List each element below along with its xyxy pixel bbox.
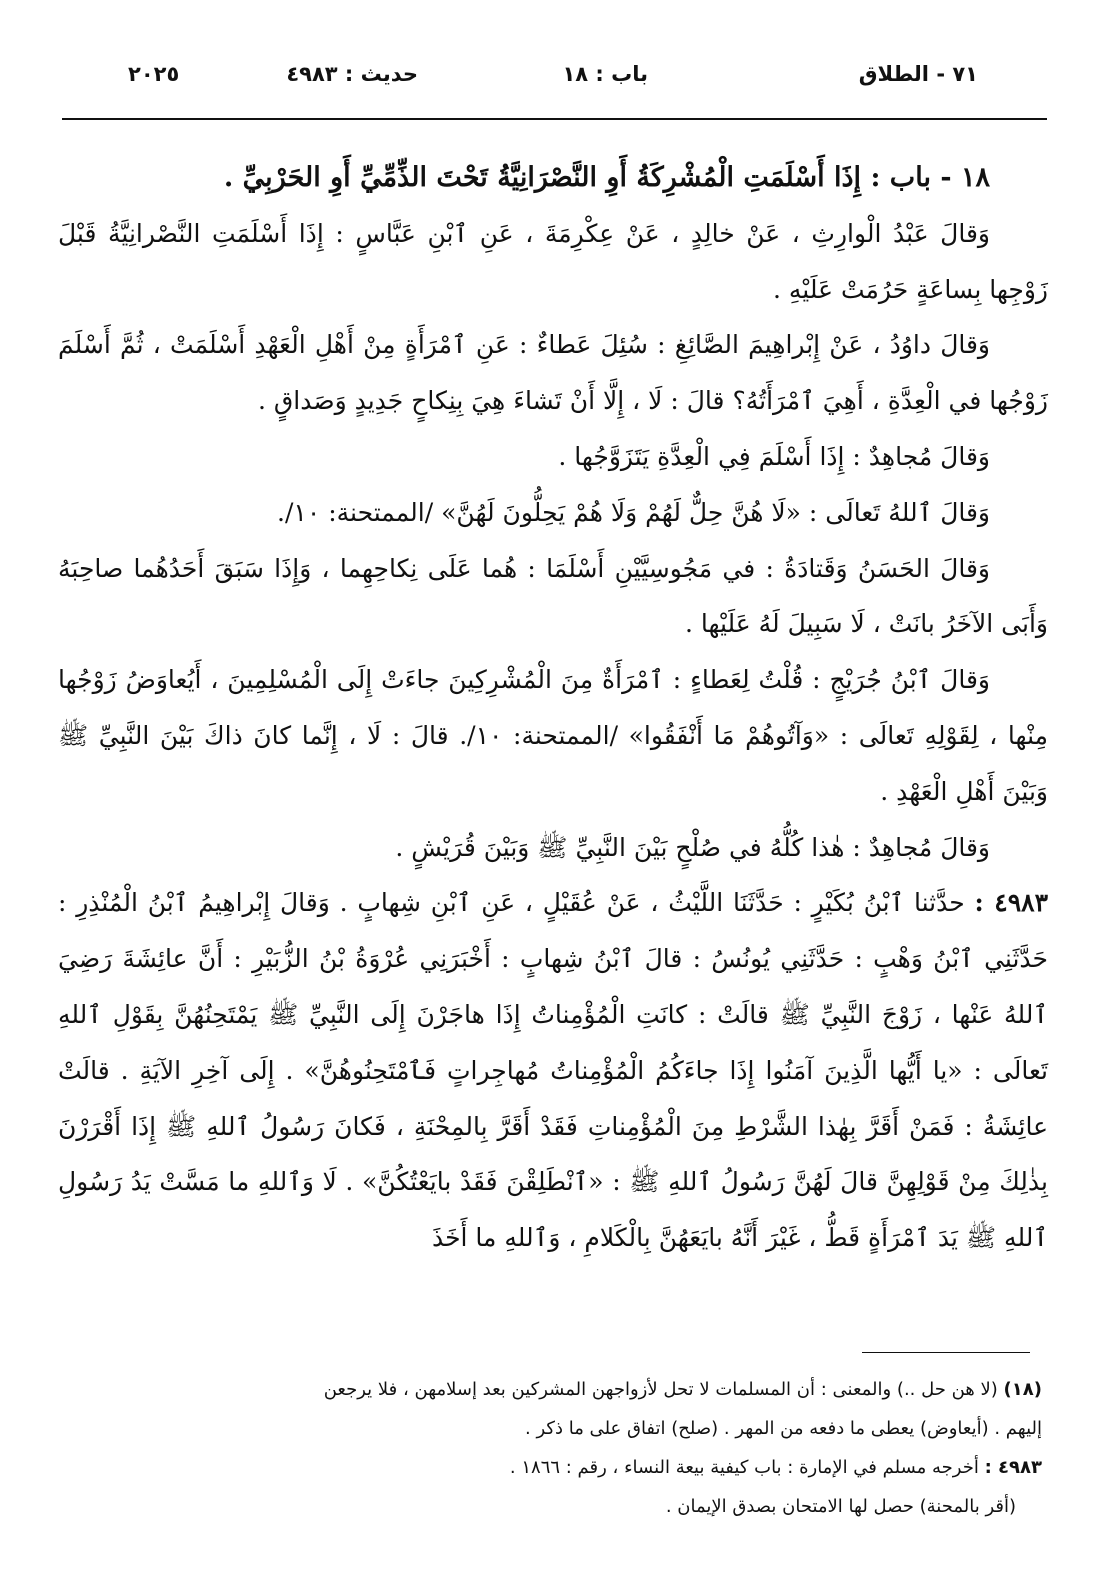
footnote-divider bbox=[862, 1352, 1030, 1353]
running-header bbox=[128, 62, 978, 102]
paragraph: وَقالَ داوُدُ ، عَنْ إِبْراهِيمَ الصَّائِغِ : سُئِلَ عَطاءٌ : عَنِ ٱمْرَأَةٍ مِنْ أَهْلِ الْعَهْدِ أَسْلَمَتْ ، ثُمَّ أَسْلَمَ زَوْجُها في الْعِدَّةِ ، أَهِيَ ٱمْرَأَتُهُ؟ قالَ : لَا ، إِلَّا أَنْ تَشاءَ هِيَ بِنِكاحٍ جَدِيدٍ وَصَداقٍ . bbox=[58, 330, 1048, 416]
chapter-title: ٧١ - الطلاق bbox=[858, 62, 978, 86]
page-number: ٢٠٢٥ bbox=[128, 62, 180, 86]
header-divider bbox=[62, 118, 1047, 120]
footnote-text: (لا هن حل ..) والمعنى : أن المسلمات لا تحل لأزواجهن المشركين بعد إسلامهن ، فلا يرجعن bbox=[323, 1379, 998, 1400]
footnote bbox=[62, 1370, 1042, 1409]
paragraph: وَقالَ مُجاهِدٌ : إِذَا أَسْلَمَ فِي الْعِدَّةِ يَتَزَوَّجُها . bbox=[558, 441, 990, 471]
hadith-paragraph bbox=[58, 875, 1048, 1266]
hadith-text: حدَّثنا ٱبْنُ بُكَيْرٍ : حَدَّثَنَا اللَّيْثُ ، عَنْ عُقَيْلٍ ، عَنِ ٱبْنِ شِهابٍ . وَقالَ إِبْراهِيمُ ٱبْنُ الْمُنْذِرِ : حَدَّثَنِي ٱبْنُ وَهْبٍ : حَدَّثَنِي يُونُسُ : قالَ ٱبْنُ شِهابٍ : أَخْبَرَنِي عُرْوَةُ بْنُ الزُّبَيْرِ : أَنَّ عائِشَةَ رَضِيَ ٱللهُ عَنْها ، زَوْجَ النَّبِيِّ ﷺ قالَتْ : كانَتِ الْمُؤْمِناتُ إِذَا هاجَرْنَ إِلَى النَّبِيِّ ﷺ يَمْتَحِنُهُنَّ بِقَوْلِ ٱللهِ تَعالَى : «يا أَيُّها الَّذِينَ آمَنُوا إِذَا جاءَكُمُ الْمُؤْمِناتُ مُهاجِراتٍ فَٱمْتَحِنُوهُنَّ» . إِلَى آخِرِ الآيَةِ . قالَتْ عائِشَةُ : فَمَنْ أَقَرَّ بِهٰذا الشَّرْطِ مِنَ الْمُؤْمِناتِ فَقَدْ أَقَرَّ بِالمِحْنَةِ ، فَكانَ رَسُولُ ٱللهِ ﷺ إِذَا أَقْرَرْنَ بِذٰلِكَ مِنْ قَوْلِهِنَّ قالَ لَهُنَّ رَسُولُ ٱللهِ ﷺ : «ٱنْطَلِقْنَ فَقَدْ بايَعْتُكُنَّ» . لَا وَٱللهِ ما مَسَّتْ يَدُ رَسُولِ ٱللهِ ﷺ يَدَ ٱمْرَأَةٍ قَطُّ ، غَيْرَ أَنَّهُ بايَعَهُنَّ بِالْكَلامِ ، وَٱللهِ ما أَخَذَ bbox=[58, 888, 1048, 1253]
footnote-subnote: (أقر بالمحنة) حصل لها الامتحان بصدق الإيمان . bbox=[665, 1496, 1016, 1517]
paragraph: وَقالَ ٱبْنُ جُرَيْجٍ : قُلْتُ لِعَطاءٍ : ٱمْرَأَةٌ مِنَ الْمُشْرِكِينَ جاءَتْ إِلَى الْمُسْلِمِينَ ، أَيُعاوَضُ زَوْجُها مِنْها ، لِقَوْلِهِ تَعالَى : «وَآتُوهُمْ مَا أَنْفَقُوا» /الممتحنة: ١٠/. قالَ : لَا ، إِنَّما كانَ ذاكَ بَيْنَ النَّبِيِّ ﷺ وَبَيْنَ أَهْلِ الْعَهْدِ . bbox=[58, 665, 1048, 806]
paragraph: وَقالَ ٱللهُ تَعالَى : «لَا هُنَّ حِلٌّ لَهُمْ وَلَا هُمْ يَحِلُّونَ لَهُنَّ» /الممتحنة: ١٠/. bbox=[277, 497, 990, 527]
footnote bbox=[62, 1448, 1042, 1487]
footnote-number: (١٨) bbox=[1003, 1379, 1042, 1400]
bab-label: باب : ١٨ bbox=[562, 62, 648, 86]
footnotes bbox=[62, 1370, 1042, 1526]
hadith-label: حديث : ٤٩٨٣ bbox=[286, 62, 418, 86]
main-text bbox=[58, 150, 1048, 1266]
paragraph: وَقالَ مُجاهِدٌ : هٰذا كُلُّهُ في صُلْحٍ بَيْنَ النَّبِيِّ ﷺ وَبَيْنَ قُرَيْشٍ . bbox=[395, 832, 990, 862]
paragraph: وَقالَ الحَسَنُ وَقَتادَةُ : في مَجُوسِيَّيْنِ أَسْلَمَا : هُما عَلَى نِكاحِهِما ، وَإِذَا سَبَقَ أَحَدُهُما صاحِبَهُ وَأَبَى الآخَرُ بانَتْ ، لَا سَبِيلَ لَهُ عَلَيْها . bbox=[58, 553, 1048, 639]
section-title: ١٨ - باب : إِذَا أَسْلَمَتِ الْمُشْرِكَةُ أَوِ النَّصْرَانِيَّةُ تَحْتَ الذِّمِّيِّ أَوِ الحَرْبِيِّ . bbox=[223, 162, 990, 193]
paragraph: وَقالَ عَبْدُ الْوارِثِ ، عَنْ خالِدٍ ، عَنْ عِكْرِمَةَ ، عَنِ ٱبْنِ عَبَّاسٍ : إِذَا أَسْلَمَتِ النَّصْرانِيَّةُ قَبْلَ زَوْجِها بِساعَةٍ حَرُمَتْ عَلَيْهِ . bbox=[58, 218, 1048, 304]
footnote-continuation: إليهم . (أيعاوض) يعطى ما دفعه من المهر . (صلح) اتفاق على ما ذكر . bbox=[525, 1418, 1042, 1439]
hadith-number: ٤٩٨٣ : bbox=[974, 888, 1048, 918]
footnote-text: أخرجه مسلم في الإمارة : باب كيفية بيعة النساء ، رقم : ١٨٦٦ . bbox=[509, 1457, 979, 1478]
footnote-number: ٤٩٨٣ : bbox=[984, 1457, 1042, 1478]
